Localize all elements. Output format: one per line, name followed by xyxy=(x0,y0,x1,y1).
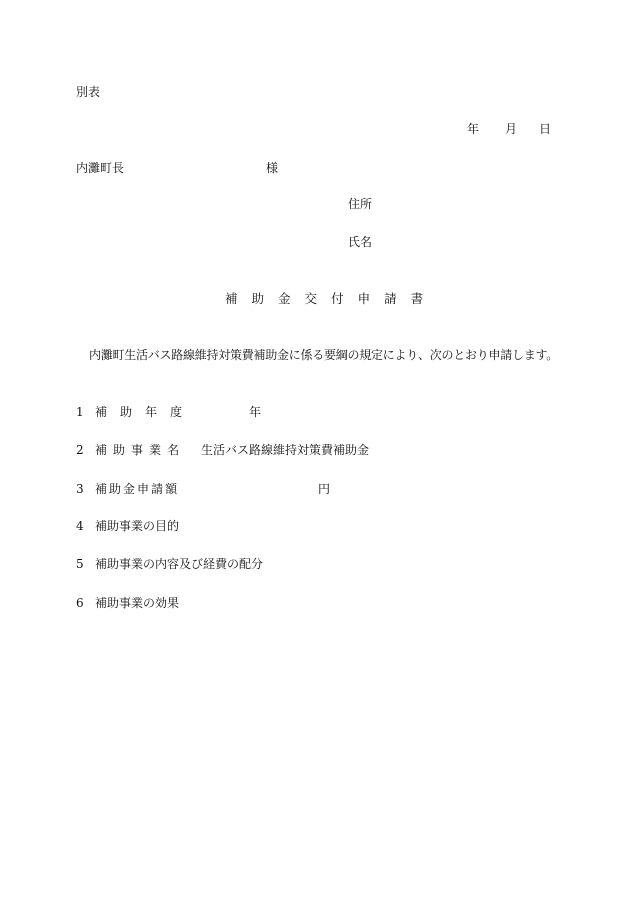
item-value-2: 生活バス路線維持対策費補助金 xyxy=(201,443,370,457)
addressee-name: 内灘町長 xyxy=(76,161,125,175)
item-label-1: 補 助 年 度 xyxy=(95,405,183,419)
applicant-address-label: 住所 xyxy=(348,197,373,211)
item-label-2: 補 助 事 業 名 xyxy=(95,443,180,457)
item-label-4: 補助事業の目的 xyxy=(95,519,180,533)
date-year-label: 年 xyxy=(467,122,480,136)
title-char: 金 xyxy=(278,291,291,306)
title-char: 助 xyxy=(251,291,265,306)
item-label-6: 補助事業の効果 xyxy=(95,596,180,610)
date-day-label: 日 xyxy=(539,122,552,136)
title-char: 書 xyxy=(410,291,424,306)
item-number-5: 5 xyxy=(76,557,84,571)
title-char: 補 xyxy=(225,291,238,306)
title-char: 申 xyxy=(357,291,371,306)
title-char: 請 xyxy=(384,291,397,306)
item-number-4: 4 xyxy=(76,519,84,533)
item-value-3: 円 xyxy=(318,482,331,496)
document-title xyxy=(225,293,423,306)
item-label-5: 補助事業の内容及び経費の配分 xyxy=(95,557,264,571)
intro-paragraph: 内灘町生活バス路線維持対策費補助金に係る要綱の規定により、次のとおり申請します。 xyxy=(89,348,559,362)
applicant-name-label: 氏名 xyxy=(348,235,373,249)
addressee-honorific: 様 xyxy=(266,161,279,175)
date-month-label: 月 xyxy=(505,122,518,136)
title-char: 付 xyxy=(331,291,344,306)
item-number-3: 3 xyxy=(76,482,84,496)
item-number-1: 1 xyxy=(76,405,84,419)
item-number-2: 2 xyxy=(76,443,84,457)
appendix-label: 別表 xyxy=(76,85,101,99)
title-char: 交 xyxy=(304,291,318,306)
item-number-6: 6 xyxy=(76,596,84,610)
item-label-3: 補 助 金 申 請 額 xyxy=(95,482,178,496)
item-value-1: 年 xyxy=(249,405,262,419)
